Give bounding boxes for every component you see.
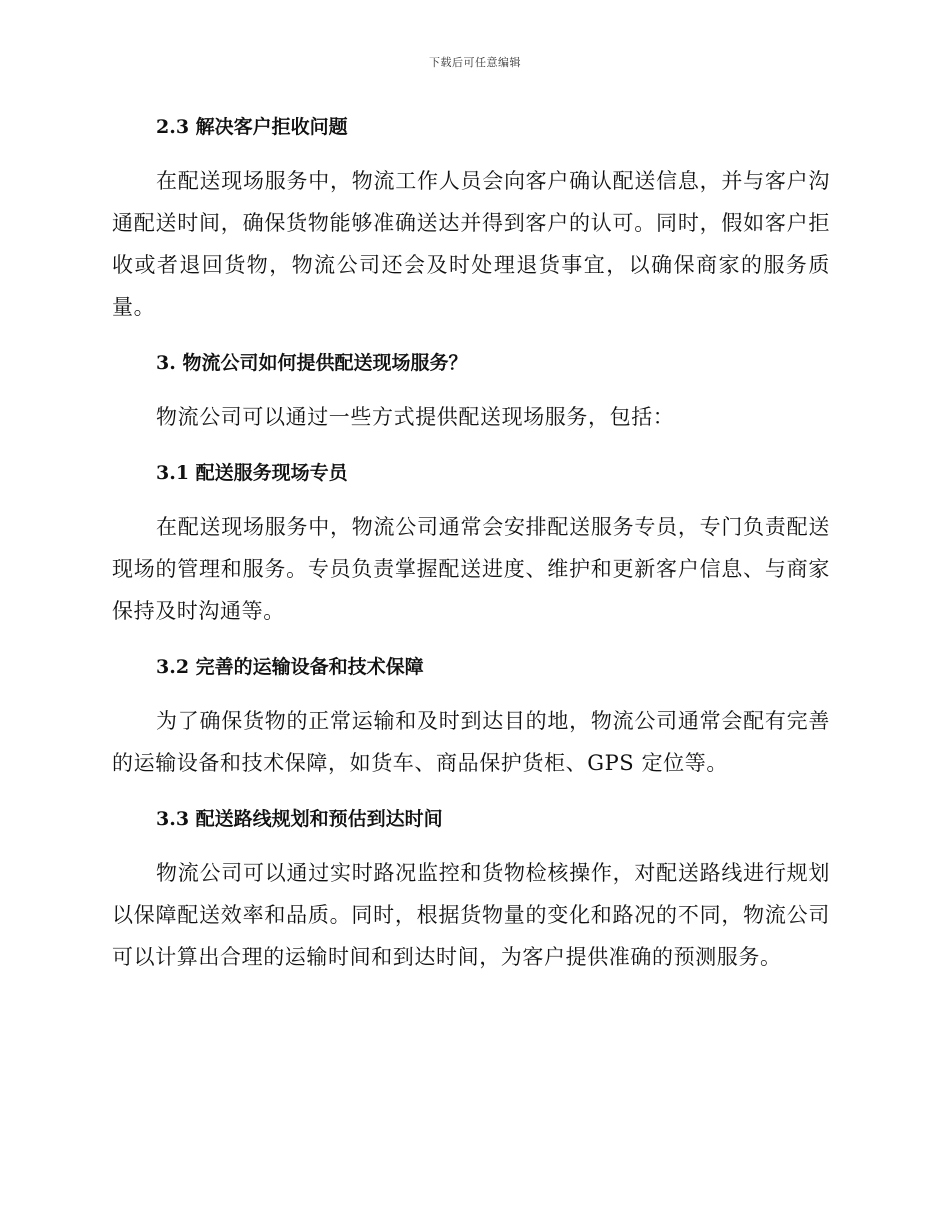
section-heading-3-1: 3.1 配送服务现场专员 (156, 462, 348, 484)
document-body (112, 110, 830, 978)
section-heading-2-3: 2.3 解决客户拒收问题 (156, 116, 348, 138)
section-paragraph-3: 物流公司可以通过一些方式提供配送现场服务，包括： (156, 405, 675, 429)
section-paragraph-3-2: 为了确保货物的正常运输和及时到达目的地，物流公司通常会配有完善的运输设备和技术保障，如货车、商品保护货柜、GPS 定位等。 (112, 709, 830, 775)
page-header-note: 下载后可任意编辑 (429, 56, 521, 69)
section-heading-3-2: 3.2 完善的运输设备和技术保障 (156, 656, 424, 678)
section-heading-3: 3. 物流公司如何提供配送现场服务？ (156, 352, 468, 374)
section-paragraph-3-1: 在配送现场服务中，物流公司通常会安排配送服务专员，专门负责配送现场的管理和服务。专员负责掌握配送进度、维护和更新客户信息、与商家保持及时沟通等。 (112, 515, 830, 623)
section-paragraph-2-3: 在配送现场服务中，物流工作人员会向客户确认配送信息，并与客户沟通配送时间，确保货物能够准确送达并得到客户的认可。同时，假如客户拒收或者退回货物，物流公司还会及时处理退货事宜，以确保商家的服务质量。 (112, 169, 830, 319)
section-heading-3-3: 3.3 配送路线规划和预估到达时间 (156, 808, 443, 830)
section-paragraph-3-3: 物流公司可以通过实时路况监控和货物检核操作，对配送路线进行规划以保障配送效率和品质。同时，根据货物量的变化和路况的不同，物流公司可以计算出合理的运输时间和到达时间，为客户提供准确的预测服务。 (112, 861, 830, 969)
